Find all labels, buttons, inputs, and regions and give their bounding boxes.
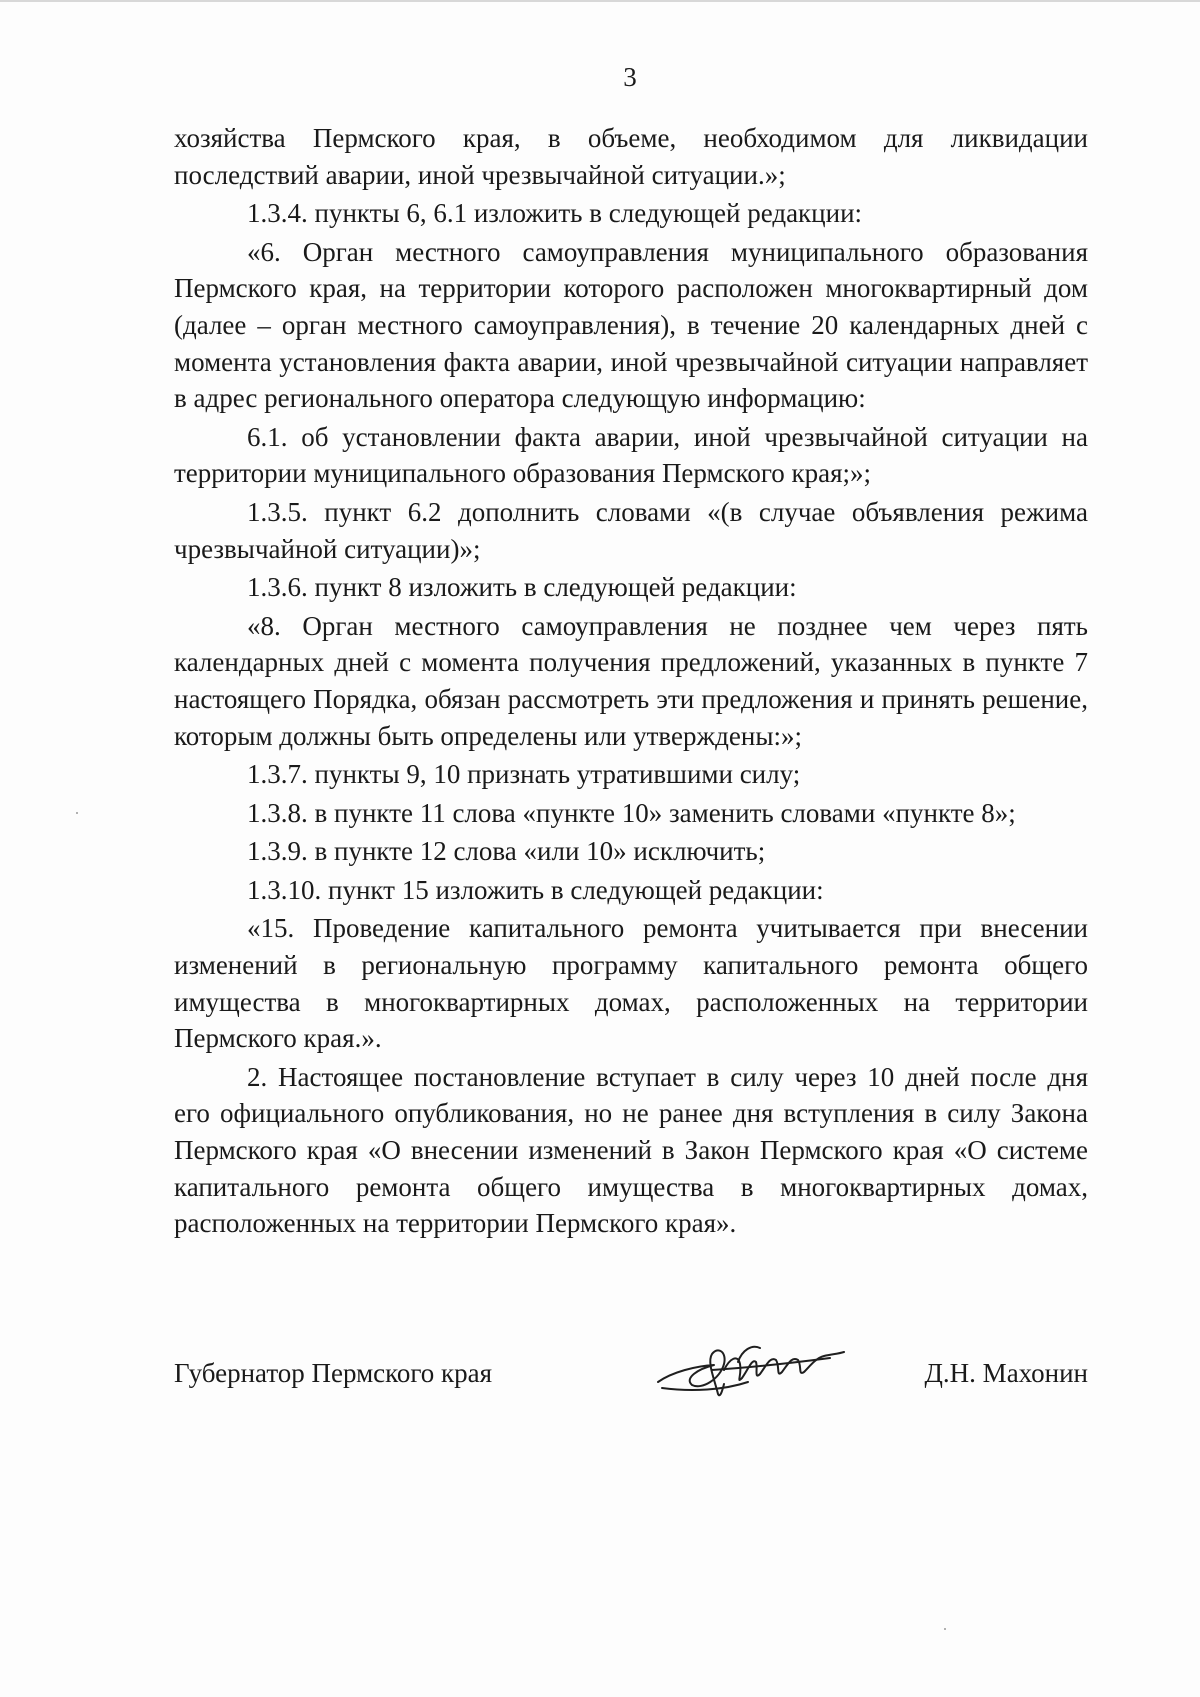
paragraph-1-3-10: 1.3.10. пункт 15 изложить в следующей редакции:: [247, 874, 824, 905]
scan-speck: [76, 812, 78, 814]
page-number: 3: [623, 62, 637, 92]
document-body: [174, 120, 1088, 1242]
paragraph-section-2: 2. Настоящее постановление вступает в силу через 10 дней после дня его официального опубликования, но не ранее дня вступления в силу Закона Пермского края «О внесении изменений в Закон Пермского края «О системе капитального ремонта общего имущества в многоквартирных домах, расположенных на территории Пермского края».: [174, 1061, 1088, 1239]
paragraph-1-3-4: 1.3.4. пункты 6, 6.1 изложить в следующей редакции:: [247, 198, 863, 229]
scan-speck: [944, 1628, 946, 1630]
paragraph-1-3-5: 1.3.5. пункт 6.2 дополнить словами «(в случае объявления режима чрезвычайной ситуации)»;: [174, 496, 1088, 564]
scan-edge-line: [0, 0, 1200, 2]
paragraph-1-3-7: 1.3.7. пункты 9, 10 признать утратившими силу;: [247, 759, 801, 790]
signature-block: [174, 1358, 1088, 1418]
paragraph-continuation: хозяйства Пермского края, в объеме, необходимом для ликвидации последствий аварии, иной чрезвычайной ситуации.»;: [174, 123, 1088, 190]
paragraph-item-8: «8. Орган местного самоуправления не позднее чем через пять календарных дней с момента получения предложений, указанных в пункте 7 настоящего Порядка, обязан рассмотреть эти предложения и принять решение, которым должны быть определены или утверждены:»;: [174, 610, 1088, 751]
signatory-name: Д.Н. Махонин: [924, 1358, 1088, 1388]
paragraph-item-15: «15. Проведение капитального ремонта учитывается при внесении изменений в региональную программу капитального ремонта общего имущества в многоквартирных домах, расположенных на территории Пермского края.».: [174, 913, 1088, 1054]
paragraph-1-3-6: 1.3.6. пункт 8 изложить в следующей редакции:: [247, 572, 797, 603]
paragraph-1-3-8: 1.3.8. в пункте 11 слова «пункте 10» заменить словами «пункте 8»;: [247, 797, 1016, 828]
paragraph-1-3-9: 1.3.9. в пункте 12 слова «или 10» исключить;: [247, 836, 766, 867]
paragraph-item-6-1: 6.1. об установлении факта аварии, иной чрезвычайной ситуации на территории муниципального образования Пермского края;»;: [174, 421, 1088, 489]
signatory-position: Губернатор Пермского края: [174, 1358, 493, 1388]
handwritten-signature: [652, 1332, 847, 1404]
paragraph-item-6: «6. Орган местного самоуправления муниципального образования Пермского края, на территории которого расположен многоквартирный дом (далее – орган местного самоуправления), в течение 20 календарных дней с момента установления факта аварии, иной чрезвычайной ситуации направляет в адрес регионального оператора следующую информацию:: [174, 236, 1088, 414]
